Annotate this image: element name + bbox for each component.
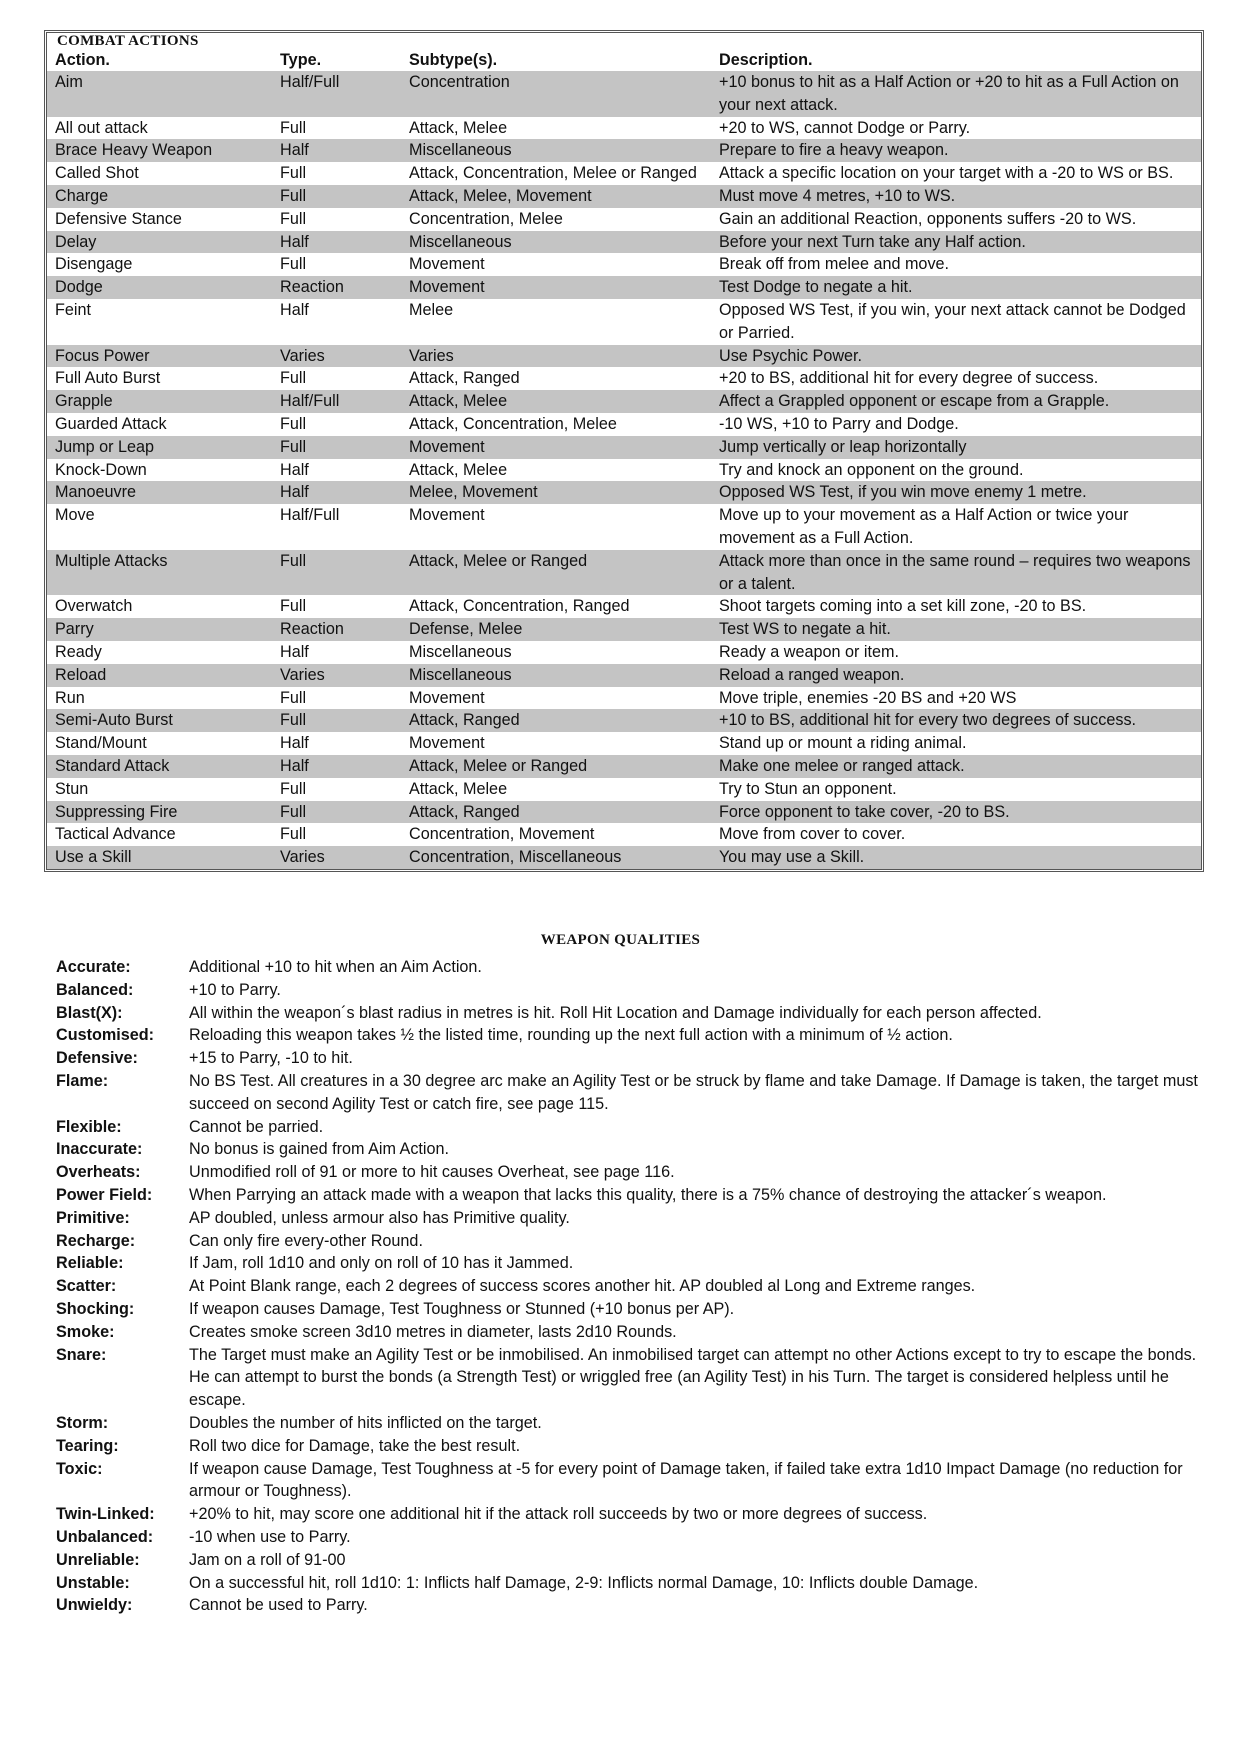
cell-type: Half — [280, 642, 309, 661]
quality-name: Recharge: — [56, 1231, 136, 1250]
table-row — [47, 208, 1201, 231]
quality-description: Cannot be parried. — [189, 1117, 324, 1136]
quality-description: Unmodified roll of 91 or more to hit causes Overheat, see page 116. — [189, 1163, 675, 1182]
cell-type: Full — [280, 209, 307, 228]
cell-subtype: Miscellaneous — [409, 642, 512, 661]
cell-description: Prepare to fire a heavy weapon. — [711, 139, 1201, 162]
quality-description: All within the weapon´s blast radius in metres is hit. Roll Hit Location and Damage individually for each person affected. — [189, 1003, 1042, 1022]
list-item — [56, 1161, 1206, 1184]
cell-type: Varies — [272, 664, 401, 687]
table-row — [47, 550, 1201, 596]
cell-action: Overwatch — [55, 597, 133, 616]
table-row — [47, 641, 1201, 664]
cell-type: Half/Full — [272, 71, 401, 117]
quality-description: +15 to Parry, -10 to hit. — [189, 1049, 353, 1068]
table-row — [47, 231, 1201, 254]
cell-description: Affect a Grappled opponent or escape from a Grapple. — [711, 390, 1201, 413]
cell-action: Manoeuvre — [47, 481, 272, 504]
cell-type: Half/Full — [272, 390, 401, 413]
cell-subtype: Concentration, Melee — [409, 209, 563, 228]
cell-type: Full — [280, 779, 307, 798]
list-item — [56, 1344, 1206, 1412]
cell-type: Half — [272, 481, 401, 504]
table-row — [47, 71, 1201, 117]
quality-description: At Point Blank range, each 2 degrees of success scores another hit. AP doubled al Long and Extreme ranges. — [189, 1277, 976, 1296]
cell-description: -10 WS, +10 to Parry and Dodge. — [719, 414, 959, 433]
cell-description: +10 to BS, additional hit for every two degrees of success. — [711, 709, 1201, 732]
quality-description: Can only fire every-other Round. — [189, 1231, 423, 1250]
quality-name: Flexible: — [56, 1117, 122, 1136]
quality-description: If weapon causes Damage, Test Toughness or Stunned (+10 bonus per AP). — [189, 1299, 735, 1318]
quality-description: Doubles the number of hits inflicted on the target. — [189, 1413, 542, 1432]
cell-description: Try to Stun an opponent. — [719, 779, 897, 798]
cell-action: Use a Skill — [47, 846, 272, 869]
cell-subtype: Movement — [409, 506, 485, 525]
list-item — [56, 1412, 1206, 1435]
cell-subtype: Attack, Ranged — [401, 801, 711, 824]
table-row — [47, 299, 1201, 345]
quality-description: Additional +10 to hit when an Aim Action. — [189, 958, 482, 976]
table-row — [47, 117, 1201, 140]
cell-subtype: Attack, Melee or Ranged — [401, 755, 711, 778]
cell-description: Reload a ranged weapon. — [711, 664, 1201, 687]
cell-subtype: Attack, Concentration, Ranged — [409, 597, 630, 616]
list-item — [56, 1435, 1206, 1458]
cell-description: Move up to your movement as a Half Action or twice your movement as a Full Action. — [719, 506, 1129, 547]
cell-subtype: Attack, Melee — [401, 390, 711, 413]
quality-description: Creates smoke screen 3d10 metres in diameter, lasts 2d10 Rounds. — [189, 1322, 677, 1341]
table-header-row — [47, 49, 1201, 71]
cell-type: Full — [280, 597, 307, 616]
cell-description: Stand up or mount a riding animal. — [719, 734, 967, 753]
quality-name: Balanced: — [56, 980, 134, 999]
quality-name: Scatter: — [56, 1277, 117, 1296]
cell-subtype: Movement — [409, 734, 485, 753]
table-row — [47, 390, 1201, 413]
quality-name: Storm: — [56, 1413, 109, 1432]
cell-description: Gain an additional Reaction, opponents suffers -20 to WS. — [719, 209, 1137, 228]
cell-type: Half — [272, 231, 401, 254]
cell-subtype: Miscellaneous — [401, 231, 711, 254]
quality-name: Customised: — [56, 1026, 155, 1045]
weapon-qualities-list — [56, 956, 1206, 1617]
quality-name: Overheats: — [56, 1163, 141, 1182]
table-row — [47, 595, 1201, 618]
cell-action: Disengage — [55, 255, 133, 274]
cell-type: Half — [280, 734, 309, 753]
list-item — [56, 979, 1206, 1002]
quality-name: Accurate: — [56, 958, 131, 976]
list-item — [56, 1275, 1206, 1298]
quality-name: Tearing: — [56, 1436, 119, 1455]
cell-type: Full — [280, 825, 307, 844]
list-item — [56, 1298, 1206, 1321]
cell-type: Full — [280, 255, 307, 274]
cell-action: Semi-Auto Burst — [47, 709, 272, 732]
cell-subtype: Varies — [401, 345, 711, 368]
table-row — [47, 253, 1201, 276]
quality-name: Snare: — [56, 1345, 107, 1364]
list-item — [56, 1594, 1206, 1617]
cell-action: Stand/Mount — [55, 734, 147, 753]
quality-description: No BS Test. All creatures in a 30 degree arc make an Agility Test or be struck by flame and take Damage. If Damage is taken, the target must succeed on second Agility Test or catch fire, see page 115. — [189, 1071, 1198, 1113]
cell-subtype: Attack, Melee — [409, 460, 508, 479]
cell-type: Half — [280, 300, 309, 319]
cell-type: Full — [280, 688, 307, 707]
cell-subtype: Attack, Ranged — [401, 709, 711, 732]
quality-description: Cannot be used to Parry. — [189, 1596, 368, 1615]
combat-actions-title: COMBAT ACTIONS — [57, 33, 199, 49]
table-row — [47, 162, 1201, 185]
table-row — [47, 504, 1201, 550]
cell-subtype: Attack, Melee or Ranged — [401, 550, 711, 596]
list-item — [56, 1116, 1206, 1139]
combat-actions-table — [47, 49, 1201, 869]
list-item — [56, 1230, 1206, 1253]
quality-name: Power Field: — [56, 1185, 153, 1204]
cell-action: Dodge — [47, 276, 272, 299]
cell-action: Jump or Leap — [47, 436, 272, 459]
table-row — [47, 345, 1201, 368]
cell-action: Charge — [47, 185, 272, 208]
cell-subtype: Defense, Melee — [401, 618, 711, 641]
cell-subtype: Attack, Melee — [409, 118, 508, 137]
cell-type: Full — [272, 709, 401, 732]
quality-name: Blast(X): — [56, 1003, 123, 1022]
list-item — [56, 1138, 1206, 1161]
list-item — [56, 1503, 1206, 1526]
cell-subtype: Movement — [401, 276, 711, 299]
cell-description: Use Psychic Power. — [711, 345, 1201, 368]
cell-action: Guarded Attack — [55, 414, 167, 433]
cell-action: Defensive Stance — [55, 209, 182, 228]
cell-action: Called Shot — [55, 164, 139, 183]
cell-description: Opposed WS Test, if you win, your next attack cannot be Dodged or Parried. — [719, 300, 1186, 342]
cell-description: Before your next Turn take any Half action. — [711, 231, 1201, 254]
cell-type: Full — [280, 414, 307, 433]
table-row — [47, 276, 1201, 299]
table-row — [47, 846, 1201, 869]
quality-description: +10 to Parry. — [189, 980, 281, 999]
cell-type: Reaction — [272, 618, 401, 641]
cell-description: +20 to WS, cannot Dodge or Parry. — [719, 118, 971, 137]
cell-description: Test Dodge to negate a hit. — [711, 276, 1201, 299]
quality-description: On a successful hit, roll 1d10: 1: Inflicts half Damage, 2-9: Inflicts normal Damage, 10: Inflicts double Damage. — [189, 1573, 979, 1592]
list-item — [56, 1047, 1206, 1070]
cell-type: Varies — [272, 345, 401, 368]
quality-name: Defensive: — [56, 1049, 138, 1068]
table-row — [47, 732, 1201, 755]
quality-description: When Parrying an attack made with a weapon that lacks this quality, there is a 75% chance of destroying the attacker´s weapon. — [189, 1185, 1107, 1204]
cell-description: Attack a specific location on your target with a -20 to WS or BS. — [719, 164, 1174, 183]
cell-description: Ready a weapon or item. — [719, 642, 899, 661]
cell-subtype: Movement — [401, 436, 711, 459]
cell-subtype: Miscellaneous — [401, 139, 711, 162]
cell-description: Jump vertically or leap horizontally — [711, 436, 1201, 459]
quality-name: Unbalanced: — [56, 1527, 154, 1546]
cell-type: Full — [272, 185, 401, 208]
cell-subtype: Attack, Ranged — [409, 369, 520, 388]
table-row — [47, 481, 1201, 504]
quality-name: Unreliable: — [56, 1550, 140, 1569]
cell-description: +20 to BS, additional hit for every degree of success. — [719, 369, 1099, 388]
cell-description: Opposed WS Test, if you win move enemy 1 metre. — [711, 481, 1201, 504]
quality-description: AP doubled, unless armour also has Primitive quality. — [189, 1208, 570, 1227]
table-row — [47, 755, 1201, 778]
cell-description: Move from cover to cover. — [719, 825, 906, 844]
cell-action: Brace Heavy Weapon — [47, 139, 272, 162]
cell-description: Break off from melee and move. — [719, 255, 950, 274]
cell-subtype: Movement — [409, 688, 485, 707]
cell-subtype: Melee — [409, 300, 454, 319]
table-row — [47, 436, 1201, 459]
cell-description: +10 bonus to hit as a Half Action or +20 to hit as a Full Action on your next attack. — [711, 71, 1201, 117]
cell-action: Feint — [55, 300, 91, 319]
cell-description: Attack more than once in the same round – requires two weapons or a talent. — [711, 550, 1201, 596]
quality-description: If Jam, roll 1d10 and only on roll of 10 has it Jammed. — [189, 1254, 574, 1273]
list-item — [56, 1321, 1206, 1344]
cell-description: Try and knock an opponent on the ground. — [719, 460, 1024, 479]
cell-description: Test WS to negate a hit. — [711, 618, 1201, 641]
cell-subtype: Miscellaneous — [401, 664, 711, 687]
quality-description: -10 when use to Parry. — [189, 1527, 351, 1546]
table-row — [47, 185, 1201, 208]
cell-action: Grapple — [47, 390, 272, 413]
quality-description: Roll two dice for Damage, take the best result. — [189, 1436, 521, 1455]
quality-name: Unwieldy: — [56, 1596, 133, 1615]
table-row — [47, 709, 1201, 732]
quality-description: +20% to hit, may score one additional hit if the attack roll succeeds by two or more degrees of success. — [189, 1505, 928, 1524]
list-item — [56, 1526, 1206, 1549]
list-item — [56, 1002, 1206, 1025]
cell-type: Full — [272, 801, 401, 824]
cell-description: Must move 4 metres, +10 to WS. — [711, 185, 1201, 208]
cell-action: Suppressing Fire — [47, 801, 272, 824]
list-item — [56, 1024, 1206, 1047]
quality-description: Jam on a roll of 91-00 — [189, 1550, 346, 1569]
cell-type: Full — [272, 436, 401, 459]
table-row — [47, 413, 1201, 436]
cell-type: Full — [280, 118, 307, 137]
cell-subtype: Concentration, Movement — [409, 825, 595, 844]
cell-action: Full Auto Burst — [55, 369, 161, 388]
weapon-qualities-title: WEAPON QUALITIES — [540, 932, 701, 948]
combat-actions-box — [44, 30, 1204, 872]
cell-action: Multiple Attacks — [47, 550, 272, 596]
cell-type: Varies — [272, 846, 401, 869]
cell-type: Half — [272, 755, 401, 778]
cell-subtype: Attack, Concentration, Melee or Ranged — [409, 164, 697, 183]
cell-action: Ready — [55, 642, 102, 661]
cell-subtype: Melee, Movement — [401, 481, 711, 504]
header-subtype: Subtype(s). — [409, 51, 498, 69]
cell-subtype: Concentration, Miscellaneous — [401, 846, 711, 869]
cell-action: Standard Attack — [47, 755, 272, 778]
combat-actions-rows — [47, 71, 1201, 869]
cell-action: Tactical Advance — [55, 825, 176, 844]
cell-action: Parry — [47, 618, 272, 641]
cell-type: Full — [280, 369, 307, 388]
cell-description: Move triple, enemies -20 BS and +20 WS — [719, 688, 1017, 707]
table-row — [47, 687, 1201, 710]
header-description: Description. — [719, 51, 813, 69]
table-row — [47, 801, 1201, 824]
cell-type: Half — [272, 139, 401, 162]
cell-action: Reload — [47, 664, 272, 687]
cell-type: Full — [272, 550, 401, 596]
quality-name: Shocking: — [56, 1299, 135, 1318]
quality-name: Unstable: — [56, 1573, 130, 1592]
cell-type: Half/Full — [280, 506, 340, 525]
cell-action: Knock-Down — [55, 460, 147, 479]
cell-action: Move — [55, 506, 95, 525]
quality-name: Reliable: — [56, 1254, 124, 1273]
list-item — [56, 1252, 1206, 1275]
table-row — [47, 139, 1201, 162]
cell-description: Force opponent to take cover, -20 to BS. — [711, 801, 1201, 824]
cell-description: You may use a Skill. — [711, 846, 1201, 869]
table-row — [47, 778, 1201, 801]
header-action: Action. — [55, 51, 110, 69]
cell-action: All out attack — [55, 118, 148, 137]
list-item — [56, 956, 1206, 979]
quality-name: Toxic: — [56, 1459, 103, 1478]
table-row — [47, 367, 1201, 390]
quality-name: Twin-Linked: — [56, 1505, 155, 1524]
list-item — [56, 1070, 1206, 1116]
cell-subtype: Movement — [409, 255, 485, 274]
list-item — [56, 1549, 1206, 1572]
quality-description: Reloading this weapon takes ½ the listed time, rounding up the next full action with a minimum of ½ action. — [189, 1026, 953, 1045]
quality-name: Inaccurate: — [56, 1140, 143, 1159]
cell-action: Delay — [47, 231, 272, 254]
cell-type: Half — [280, 460, 309, 479]
table-row — [47, 618, 1201, 641]
cell-action: Run — [55, 688, 85, 707]
header-type: Type. — [280, 51, 322, 69]
cell-subtype: Attack, Concentration, Melee — [409, 414, 617, 433]
list-item — [56, 1572, 1206, 1595]
list-item — [56, 1458, 1206, 1504]
table-row — [47, 823, 1201, 846]
table-row — [47, 664, 1201, 687]
cell-type: Full — [280, 164, 307, 183]
quality-name: Flame: — [56, 1071, 109, 1090]
quality-description: If weapon cause Damage, Test Toughness at -5 for every point of Damage taken, if failed take extra 1d10 Impact Damage (no reduction for armour or Toughness). — [189, 1459, 1183, 1501]
table-row — [47, 459, 1201, 482]
cell-subtype: Attack, Melee, Movement — [401, 185, 711, 208]
cell-description: Make one melee or ranged attack. — [711, 755, 1201, 778]
cell-subtype: Attack, Melee — [409, 779, 508, 798]
cell-description: Shoot targets coming into a set kill zone, -20 to BS. — [719, 597, 1087, 616]
quality-description: The Target must make an Agility Test or be inmobilised. An inmobilised target can attempt no other Actions except to try to escape the bonds. He can attempt to burst the bonds (a Strength Test) or wriggled free (an Agility Test) in his Turn. The target is considered helpless until he escape. — [189, 1345, 1197, 1410]
cell-action: Stun — [55, 779, 89, 798]
cell-action: Focus Power — [47, 345, 272, 368]
quality-name: Primitive: — [56, 1208, 130, 1227]
list-item — [56, 1207, 1206, 1230]
list-item — [56, 1184, 1206, 1207]
quality-description: No bonus is gained from Aim Action. — [189, 1140, 450, 1159]
cell-subtype: Concentration — [401, 71, 711, 117]
quality-name: Smoke: — [56, 1322, 115, 1341]
cell-action: Aim — [47, 71, 272, 117]
cell-type: Reaction — [272, 276, 401, 299]
